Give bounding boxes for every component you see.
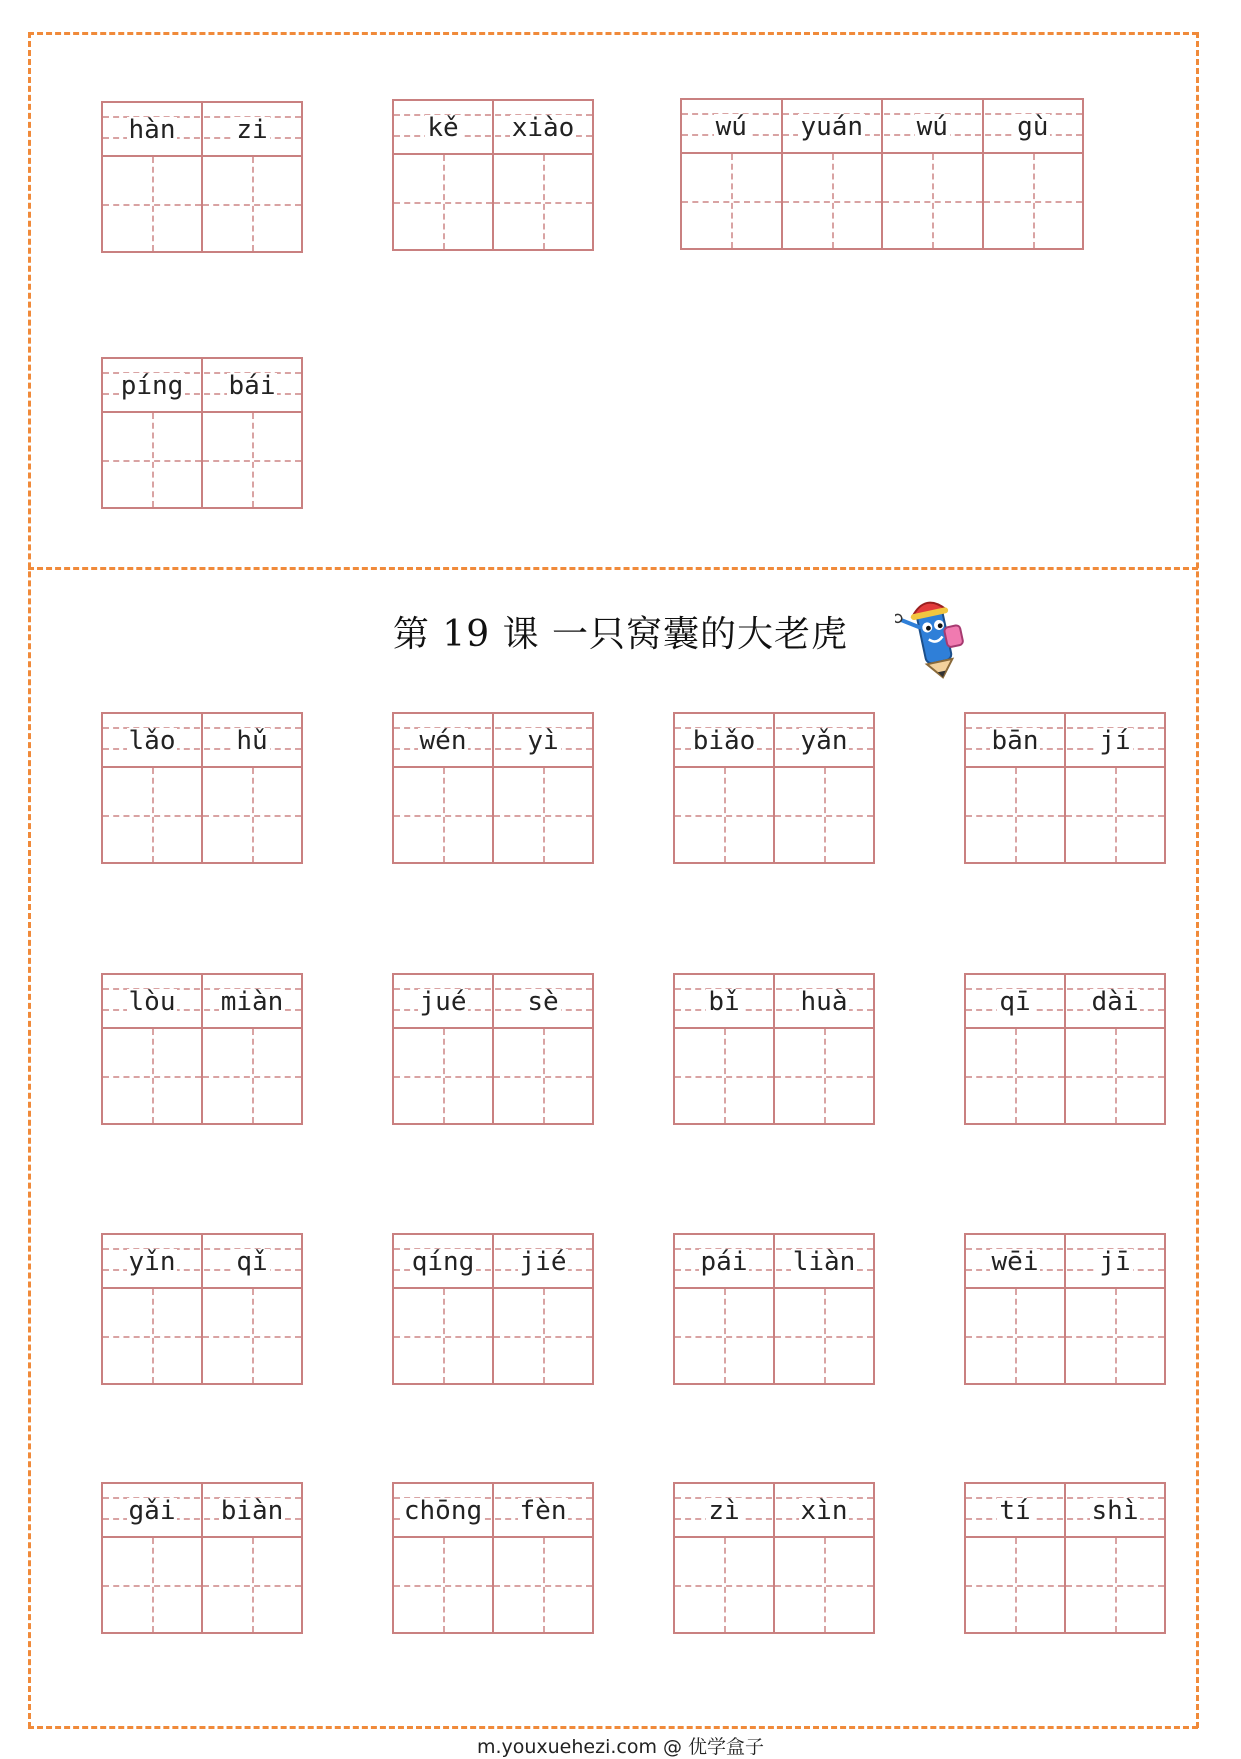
pinyin-row <box>966 1484 1164 1538</box>
character-writing-cell[interactable] <box>492 1538 592 1632</box>
pinyin-row <box>966 714 1164 768</box>
character-writing-cell[interactable] <box>103 768 201 862</box>
writing-cells-row <box>394 1289 592 1383</box>
pinyin-cell <box>201 1484 301 1536</box>
frame-divider <box>28 567 1198 570</box>
pinyin-cell <box>103 103 201 155</box>
character-writing-cell[interactable] <box>781 154 882 248</box>
pinyin-text: bái <box>228 371 276 401</box>
writing-grid-box <box>101 357 303 509</box>
character-writing-cell[interactable] <box>492 155 592 249</box>
writing-grid-box <box>964 973 1166 1125</box>
pinyin-text: gù <box>1017 112 1049 142</box>
pinyin-row <box>966 1235 1164 1289</box>
pinyin-text: sè <box>527 987 559 1017</box>
writing-grid-box <box>101 101 303 253</box>
writing-cells-row <box>966 1538 1164 1632</box>
pinyin-cell <box>982 100 1083 152</box>
pinyin-text: zi <box>236 115 268 145</box>
character-writing-cell[interactable] <box>492 1289 592 1383</box>
pinyin-text: miàn <box>220 987 284 1017</box>
character-writing-cell[interactable] <box>881 154 982 248</box>
character-writing-cell[interactable] <box>394 1538 492 1632</box>
pinyin-text: shì <box>1091 1496 1139 1526</box>
character-writing-cell[interactable] <box>966 1289 1064 1383</box>
pinyin-text: wén <box>419 726 467 756</box>
pinyin-cell <box>103 714 201 766</box>
pinyin-text: yǎn <box>800 726 848 756</box>
pinyin-row <box>103 1484 301 1538</box>
writing-grid-box <box>680 98 1084 250</box>
character-writing-cell[interactable] <box>201 768 301 862</box>
pinyin-cell <box>394 975 492 1027</box>
pinyin-cell <box>1064 1235 1164 1287</box>
pinyin-cell <box>1064 1484 1164 1536</box>
writing-cells-row <box>103 1289 301 1383</box>
pinyin-row <box>103 103 301 157</box>
character-writing-cell[interactable] <box>682 154 781 248</box>
pinyin-cell <box>103 359 201 411</box>
pinyin-cell <box>1064 975 1164 1027</box>
writing-grid-box <box>964 1482 1166 1634</box>
character-writing-cell[interactable] <box>201 1538 301 1632</box>
pinyin-cell <box>492 975 592 1027</box>
writing-cells-row <box>675 768 873 862</box>
character-writing-cell[interactable] <box>394 1029 492 1123</box>
frame-left <box>28 32 31 1728</box>
pinyin-row <box>394 101 592 155</box>
character-writing-cell[interactable] <box>1064 1029 1164 1123</box>
pinyin-text: qíng <box>411 1247 475 1277</box>
pinyin-cell <box>675 975 773 1027</box>
pinyin-row <box>675 975 873 1029</box>
character-writing-cell[interactable] <box>675 1538 773 1632</box>
writing-cells-row <box>103 1538 301 1632</box>
pinyin-cell <box>773 1235 873 1287</box>
pinyin-row <box>103 359 301 413</box>
pinyin-row <box>394 714 592 768</box>
pinyin-text: wēi <box>991 1247 1039 1277</box>
writing-grid-box <box>101 1233 303 1385</box>
pinyin-text: huà <box>800 987 848 1017</box>
writing-cells-row <box>394 768 592 862</box>
pinyin-cell <box>966 1235 1064 1287</box>
pinyin-text: xìn <box>800 1496 848 1526</box>
pinyin-text: xiào <box>511 113 575 143</box>
pinyin-text: qī <box>999 987 1031 1017</box>
character-writing-cell[interactable] <box>1064 1538 1164 1632</box>
frame-right <box>1196 32 1199 1728</box>
character-writing-cell[interactable] <box>492 1029 592 1123</box>
pinyin-text: wú <box>715 112 747 142</box>
character-writing-cell[interactable] <box>773 1538 873 1632</box>
pinyin-cell <box>103 975 201 1027</box>
writing-grid-box <box>673 1482 875 1634</box>
character-writing-cell[interactable] <box>966 768 1064 862</box>
pinyin-text: píng <box>120 371 184 401</box>
character-writing-cell[interactable] <box>675 1029 773 1123</box>
pinyin-text: dài <box>1091 987 1139 1017</box>
pinyin-text: wú <box>916 112 948 142</box>
character-writing-cell[interactable] <box>773 1289 873 1383</box>
pinyin-row <box>103 714 301 768</box>
pinyin-cell <box>966 975 1064 1027</box>
pinyin-row <box>394 1484 592 1538</box>
pinyin-cell <box>781 100 882 152</box>
writing-cells-row <box>682 154 1082 248</box>
pinyin-cell <box>1064 714 1164 766</box>
character-writing-cell[interactable] <box>201 1289 301 1383</box>
character-writing-cell[interactable] <box>103 157 201 251</box>
pinyin-cell <box>966 714 1064 766</box>
pinyin-text: liàn <box>792 1247 856 1277</box>
writing-grid-box <box>101 712 303 864</box>
character-writing-cell[interactable] <box>103 1289 201 1383</box>
pinyin-row <box>682 100 1082 154</box>
writing-cells-row <box>675 1289 873 1383</box>
lesson-title: 第 19 课 一只窝囊的大老虎 <box>392 614 849 655</box>
character-writing-cell[interactable] <box>201 157 301 251</box>
pinyin-text: kě <box>427 113 459 143</box>
pinyin-cell <box>773 714 873 766</box>
writing-grid-box <box>392 973 594 1125</box>
pinyin-cell <box>201 714 301 766</box>
pinyin-row <box>394 1235 592 1289</box>
pinyin-cell <box>394 101 492 153</box>
pinyin-text: lǎo <box>128 726 176 756</box>
pinyin-row <box>675 1484 873 1538</box>
writing-cells-row <box>966 1289 1164 1383</box>
pinyin-text: yǐn <box>128 1247 176 1277</box>
writing-grid-box <box>101 1482 303 1634</box>
character-writing-cell[interactable] <box>675 1289 773 1383</box>
pinyin-cell <box>103 1235 201 1287</box>
character-writing-cell[interactable] <box>103 413 201 507</box>
frame-bottom <box>28 1726 1198 1729</box>
writing-cells-row <box>675 1029 873 1123</box>
writing-cells-row <box>675 1538 873 1632</box>
pinyin-text: yì <box>527 726 559 756</box>
frame-top <box>28 32 1198 35</box>
pinyin-cell <box>201 103 301 155</box>
writing-cells-row <box>103 1029 301 1123</box>
writing-grid-box <box>964 712 1166 864</box>
pinyin-cell <box>394 714 492 766</box>
character-writing-cell[interactable] <box>1064 1289 1164 1383</box>
character-writing-cell[interactable] <box>982 154 1083 248</box>
pinyin-cell <box>966 1484 1064 1536</box>
writing-grid-box <box>101 973 303 1125</box>
writing-grid-box <box>392 1482 594 1634</box>
pinyin-text: hàn <box>128 115 176 145</box>
character-writing-cell[interactable] <box>394 155 492 249</box>
pinyin-cell <box>492 1235 592 1287</box>
pinyin-cell <box>773 975 873 1027</box>
pinyin-cell <box>492 714 592 766</box>
writing-grid-box <box>964 1233 1166 1385</box>
pinyin-text: bǐ <box>708 987 740 1017</box>
writing-cells-row <box>103 413 301 507</box>
character-writing-cell[interactable] <box>103 1029 201 1123</box>
pinyin-cell <box>682 100 781 152</box>
writing-cells-row <box>966 1029 1164 1123</box>
writing-grid-box <box>673 973 875 1125</box>
pinyin-text: jī <box>1099 1247 1131 1277</box>
pinyin-row <box>675 714 873 768</box>
pinyin-cell <box>492 101 592 153</box>
pinyin-text: jié <box>519 1247 567 1277</box>
pinyin-text: biǎo <box>692 726 756 756</box>
character-writing-cell[interactable] <box>103 1538 201 1632</box>
writing-cells-row <box>103 768 301 862</box>
pinyin-text: chōng <box>403 1496 483 1526</box>
writing-grid-box <box>392 712 594 864</box>
character-writing-cell[interactable] <box>394 768 492 862</box>
writing-cells-row <box>394 1029 592 1123</box>
character-writing-cell[interactable] <box>773 1029 873 1123</box>
character-writing-cell[interactable] <box>394 1289 492 1383</box>
pinyin-text: lòu <box>128 987 176 1017</box>
pinyin-row <box>103 975 301 1029</box>
pinyin-cell <box>773 1484 873 1536</box>
pinyin-text: qǐ <box>236 1247 268 1277</box>
pinyin-text: bān <box>991 726 1039 756</box>
character-writing-cell[interactable] <box>1064 768 1164 862</box>
character-writing-cell[interactable] <box>773 768 873 862</box>
character-writing-cell[interactable] <box>966 1029 1064 1123</box>
writing-grid-box <box>673 712 875 864</box>
character-writing-cell[interactable] <box>492 768 592 862</box>
writing-grid-box <box>673 1233 875 1385</box>
pinyin-row <box>675 1235 873 1289</box>
pinyin-text: fèn <box>519 1496 567 1526</box>
pinyin-cell <box>394 1235 492 1287</box>
writing-cells-row <box>394 155 592 249</box>
character-writing-cell[interactable] <box>201 1029 301 1123</box>
character-writing-cell[interactable] <box>201 413 301 507</box>
pinyin-cell <box>201 975 301 1027</box>
pinyin-cell <box>881 100 982 152</box>
pinyin-cell <box>675 1235 773 1287</box>
character-writing-cell[interactable] <box>966 1538 1064 1632</box>
pinyin-row <box>103 1235 301 1289</box>
pinyin-cell <box>103 1484 201 1536</box>
pencil-mascot-icon <box>895 590 975 680</box>
writing-grid-box <box>392 99 594 251</box>
pinyin-text: pái <box>700 1247 748 1277</box>
pinyin-text: zì <box>708 1496 740 1526</box>
writing-cells-row <box>103 157 301 251</box>
pinyin-text: biàn <box>220 1496 284 1526</box>
writing-cells-row <box>394 1538 592 1632</box>
pinyin-text: tí <box>999 1496 1031 1526</box>
pinyin-row <box>394 975 592 1029</box>
footer-source: m.youxuehezi.com @ 优学盒子 <box>476 1736 765 1758</box>
pinyin-text: gǎi <box>128 1496 176 1526</box>
writing-cells-row <box>966 768 1164 862</box>
pinyin-text: yuán <box>800 112 864 142</box>
pinyin-text: jué <box>419 987 467 1017</box>
pinyin-cell <box>201 359 301 411</box>
pinyin-cell <box>675 714 773 766</box>
character-writing-cell[interactable] <box>675 768 773 862</box>
pinyin-cell <box>201 1235 301 1287</box>
pinyin-cell <box>492 1484 592 1536</box>
pinyin-cell <box>675 1484 773 1536</box>
pinyin-text: jí <box>1099 726 1131 756</box>
pinyin-cell <box>394 1484 492 1536</box>
pinyin-row <box>966 975 1164 1029</box>
pinyin-text: hǔ <box>236 726 268 756</box>
writing-grid-box <box>392 1233 594 1385</box>
